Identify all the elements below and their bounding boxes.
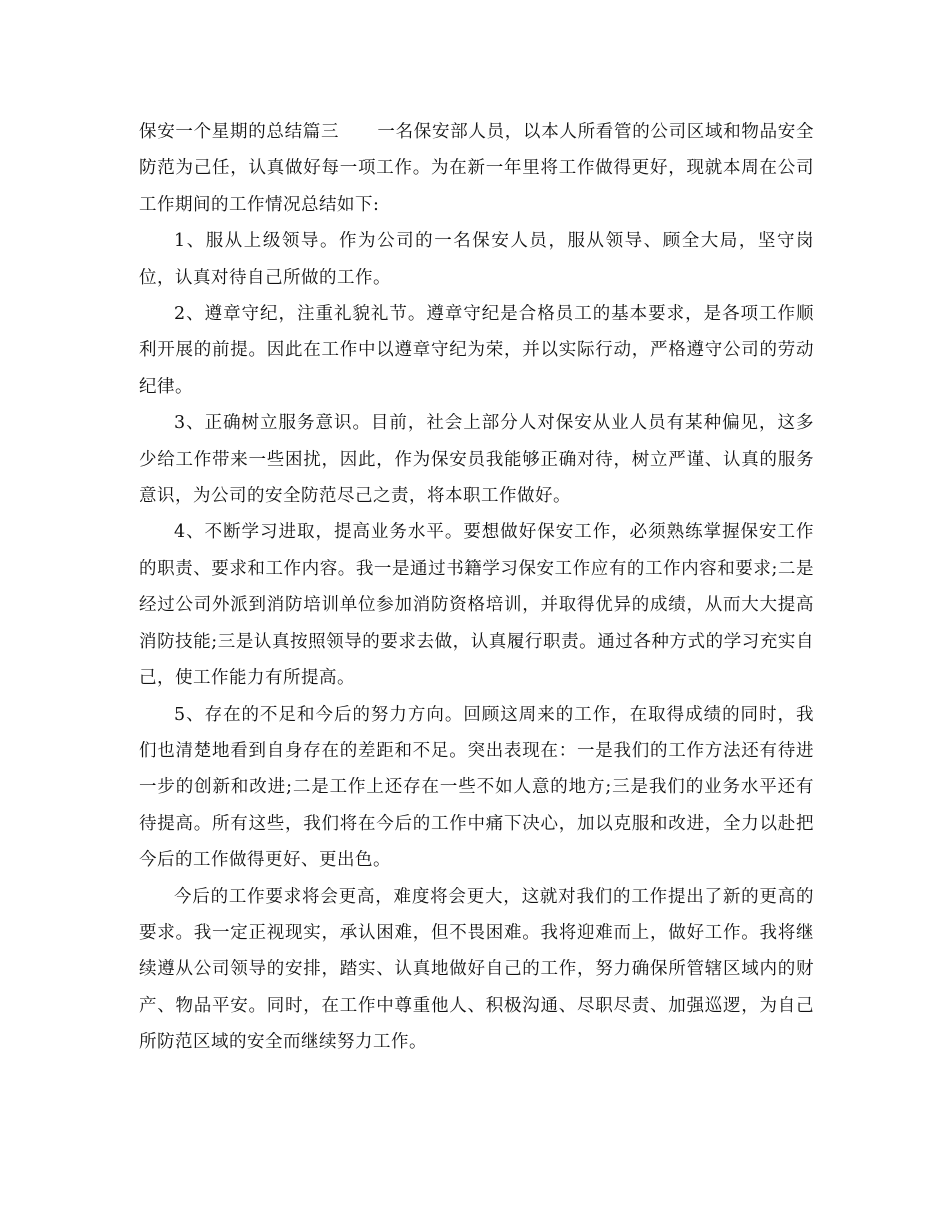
intro-text: 一名保安部人员，以本人所看管的公司区域和物品安全防范为己任，认真做好每一项工作。为在新一年里将工作做得更好，现就本周在公司工作期间的工作情况总结如下: [139, 122, 815, 215]
document-body [139, 114, 814, 1061]
document-title: 保安一个星期的总结篇三 [139, 122, 340, 142]
intro-paragraph [139, 114, 814, 223]
paragraph-4: 4、不断学习进取，提高业务水平。要想做好保安工作，必须熟练掌握保安工作的职责、要求和工作内容。我一是通过书籍学习保安工作应有的工作内容和要求;二是经过公司外派到消防培训单位参加消防资格培训，并取得优异的成绩，从而大大提高消防技能;三是认真按照领导的要求去做，认真履行职责。通过各种方式的学习充实自己，使工作能力有所提高。 [139, 522, 814, 689]
closing-paragraph: 今后的工作要求将会更高，难度将会更大，这就对我们的工作提出了新的更高的要求。我一定正视现实，承认困难，但不畏困难。我将迎难而上，做好工作。我将继续遵从公司领导的安排，踏实、认真地做好自己的工作，努力确保所管辖区域内的财产、物品平安。同时，在工作中尊重他人、积极沟通、尽职尽责、加强巡逻，为自己所防范区域的安全而继续努力工作。 [139, 886, 814, 1053]
paragraph-5: 5、存在的不足和今后的努力方向。回顾这周来的工作，在取得成绩的同时，我们也清楚地看到自身存在的差距和不足。突出表现在：一是我们的工作方法还有待进一步的创新和改进;二是工作上还存在一些不如人意的地方;三是我们的业务水平还有待提高。所有这些，我们将在今后的工作中痛下决心，加以克服和改进，全力以赴把今后的工作做得更好、更出色。 [139, 704, 814, 871]
paragraph-2: 2、遵章守纪，注重礼貌礼节。遵章守纪是合格员工的基本要求，是各项工作顺利开展的前提。因此在工作中以遵章守纪为荣，并以实际行动，严格遵守公司的劳动纪律。 [139, 304, 814, 397]
paragraph-3: 3、正确树立服务意识。目前，社会上部分人对保安从业人员有某种偏见，这多少给工作带来一些困扰，因此，作为保安员我能够正确对待，树立严谨、认真的服务意识，为公司的安全防范尽己之责，将本职工作做好。 [139, 413, 814, 507]
paragraph-1: 1、服从上级领导。作为公司的一名保安人员，服从领导、顾全大局，坚守岗位，认真对待自己所做的工作。 [139, 231, 814, 288]
